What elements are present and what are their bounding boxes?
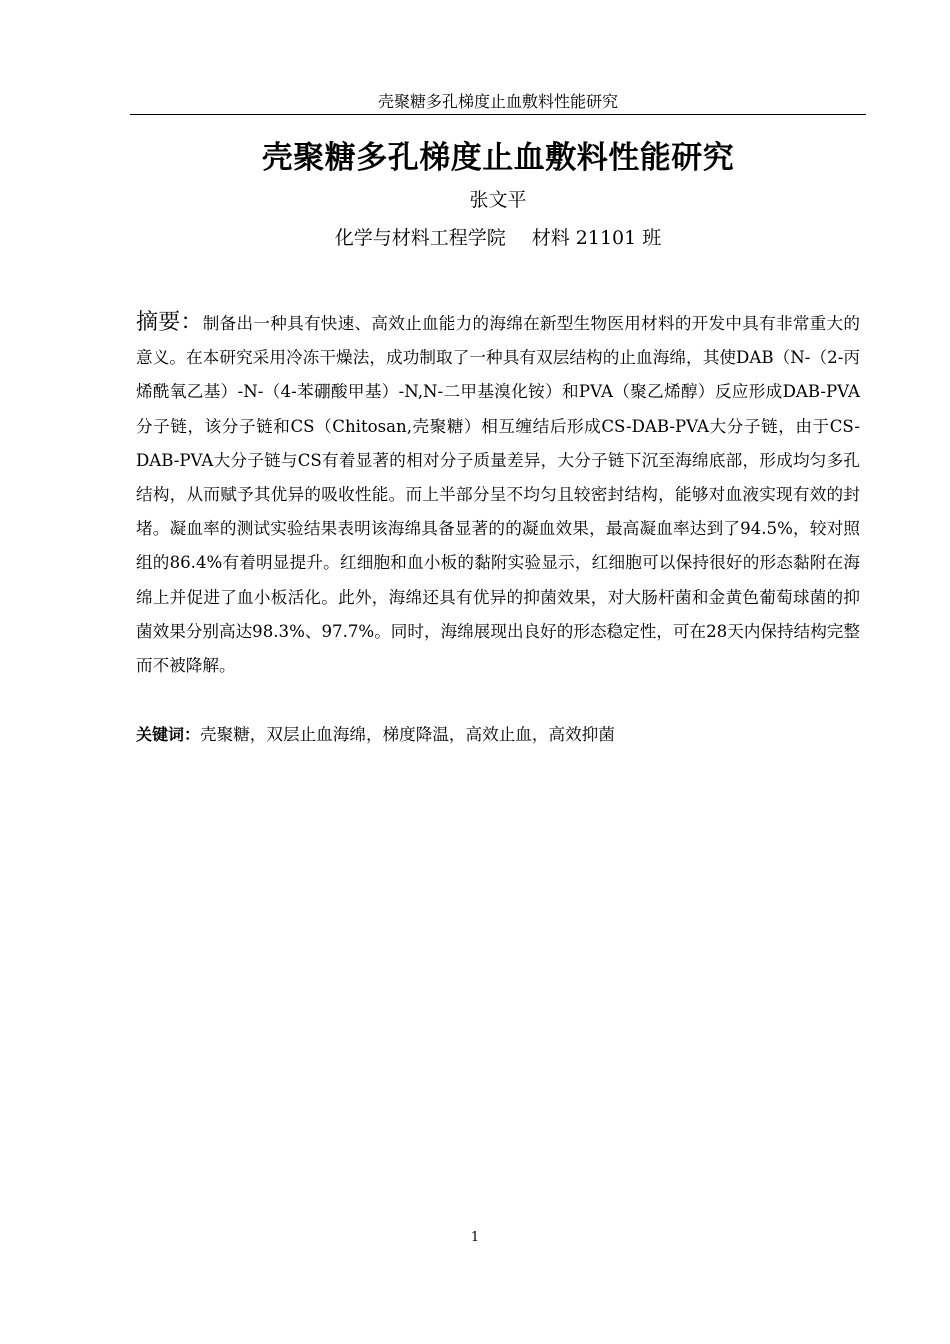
paper-title: 壳聚糖多孔梯度止血敷料性能研究 bbox=[261, 140, 735, 176]
abstract-text: 制备出一种具有快速、高效止血能力的海绵在新型生物医用材料的开发中具有非常重大的意义。在本研究采用冷冻干燥法，成功制取了一种具有双层结构的止血海绵，其使DAB（N-（2-丙烯酰氧乙基）-N-（4-苯硼酸甲基）-N,N-二甲基溴化铵）和PVA（聚乙烯醇）反应形成DAB-PVA分子链，该分子链和CS（Chitosan,壳聚糖）相互缠结后形成CS-DAB-PVA大分子链，由于CS-DAB-PVA大分子链与CS有着显著的相对分子质量差异，大分子链下沉至海绵底部，形成均匀多孔结构，从而赋予其优异的吸收性能。而上半部分呈不均匀且较密封结构，能够对血液实现有效的封堵。凝血率的测试实验结果表明该海绵具备显著的的凝血效果，最高凝血率达到了94.5%，较对照组的86.4%有着明显提升。红细胞和血小板的黏附实验显示，红细胞可以保持很好的形态黏附在海绵上并促进了血小板活化。此外，海绵还具有优异的抑菌效果，对大肠杆菌和金黄色葡萄球菌的抑菌效果分别高达98.3%、97.7%。同时，海绵展现出良好的形态稳定性，可在28天内保持结构完整而不被降解。 bbox=[136, 314, 860, 676]
keywords bbox=[136, 718, 860, 752]
affiliation-school: 化学与材料工程学院 bbox=[334, 227, 506, 249]
affiliation-class: 材料 21101 班 bbox=[531, 227, 662, 249]
page-number: 1 bbox=[470, 1230, 480, 1245]
keywords-label: 关键词： bbox=[136, 725, 201, 744]
affiliation bbox=[130, 224, 866, 252]
header-rule bbox=[130, 114, 866, 115]
running-header: 壳聚糖多孔梯度止血敷料性能研究 bbox=[377, 92, 618, 111]
author-name: 张文平 bbox=[469, 189, 527, 211]
abstract bbox=[136, 306, 860, 683]
keywords-text: 壳聚糖，双层止血海绵，梯度降温，高效止血，高效抑菌 bbox=[200, 725, 615, 744]
abstract-label: 摘要： bbox=[136, 310, 203, 335]
